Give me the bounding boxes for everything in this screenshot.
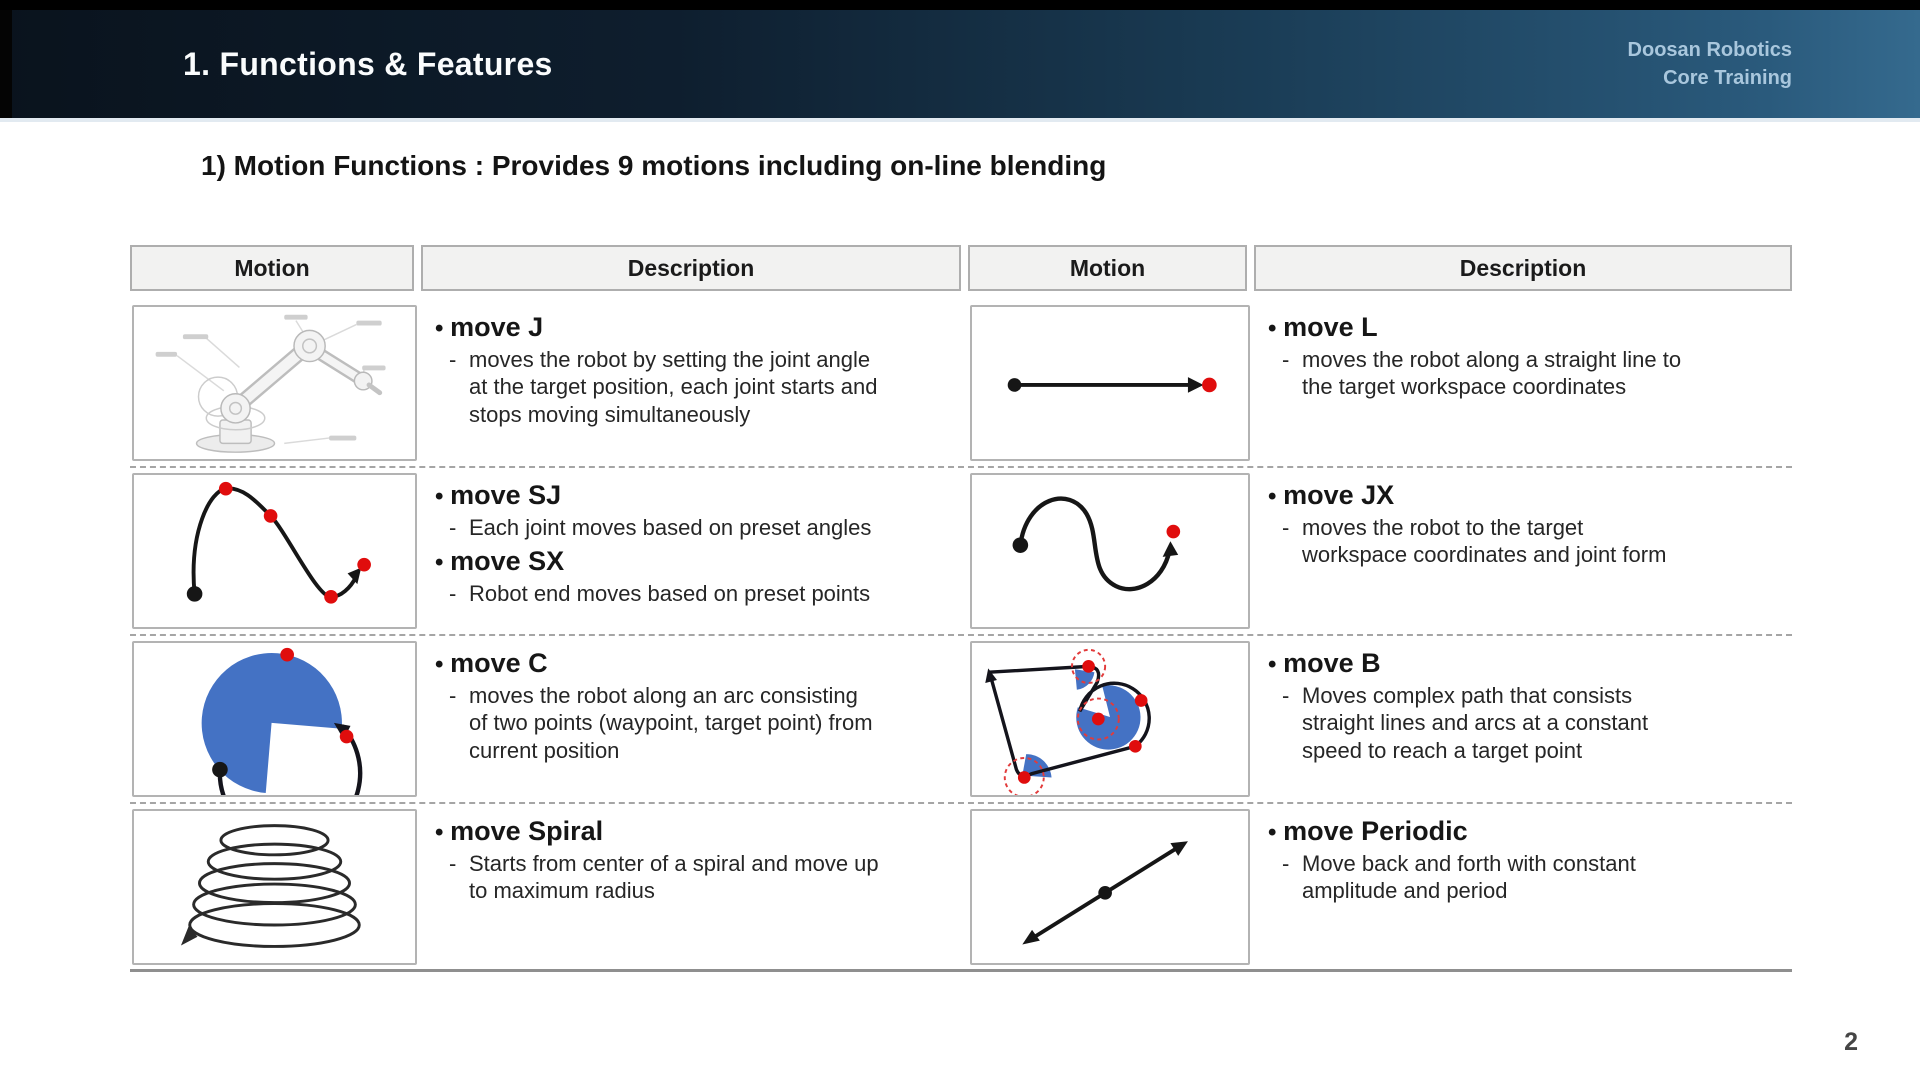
- target-point-dot: [340, 730, 354, 744]
- section-subtitle: 1) Motion Functions : Provides 9 motions including on-line blending: [201, 150, 1107, 181]
- move-detail: - Moves complex path that consists straight lines and arcs at a constant speed to reach a target point: [1268, 682, 1688, 764]
- straight-line-arrow-icon: [972, 307, 1248, 459]
- move-item: [435, 546, 968, 607]
- arrow-head: [1188, 377, 1204, 393]
- target-point-dot: [357, 558, 371, 572]
- slide-header: [0, 10, 1920, 122]
- motion-cell: [130, 305, 421, 461]
- move-item: [435, 312, 968, 428]
- motion-cell: [968, 473, 1254, 629]
- move-name: • move L: [1268, 312, 1792, 343]
- brand-text: [1628, 36, 1792, 92]
- column-header-description-2: Description: [1254, 245, 1792, 291]
- description-cell: [421, 473, 968, 629]
- move-name: • move SX: [435, 546, 968, 577]
- brand-line-1: Doosan Robotics: [1627, 39, 1792, 61]
- blended-path-icon: [972, 643, 1248, 795]
- table-row: [130, 636, 1792, 804]
- move-item: [1268, 312, 1792, 401]
- motion-cell: [130, 473, 421, 629]
- description-cell: [421, 809, 968, 965]
- arc-sector-icon: [134, 643, 415, 795]
- brand-line-2: Core Training: [1663, 67, 1792, 89]
- motion-cell: [968, 809, 1254, 965]
- waypoint-dot: [280, 648, 294, 662]
- arrow-head: [1163, 541, 1179, 557]
- start-point-dot: [1013, 537, 1029, 553]
- motion-table: [130, 245, 1792, 972]
- robot-arm-joint-diagram-icon: [134, 307, 415, 459]
- move-name: • move C: [435, 648, 968, 679]
- move-name: • move J: [435, 312, 968, 343]
- move-name: • move Spiral: [435, 816, 968, 847]
- motion-image-box: [132, 305, 417, 461]
- description-cell: [1254, 473, 1792, 629]
- waypoint-dot: [219, 482, 233, 496]
- motion-cell: [130, 641, 421, 797]
- move-detail: - moves the robot along a straight line to the target workspace coordinates: [1268, 346, 1688, 401]
- motion-cell: [968, 641, 1254, 797]
- waypoint-dot: [324, 590, 338, 604]
- description-cell: [421, 641, 968, 797]
- motion-image-box: [970, 641, 1250, 797]
- arrow-head: [1022, 930, 1040, 945]
- move-item: [435, 480, 968, 541]
- target-point-dot: [1202, 378, 1217, 393]
- arrow-head: [181, 926, 198, 945]
- column-header-description-1: Description: [421, 245, 961, 291]
- move-detail: - Starts from center of a spiral and move up to maximum radius: [435, 850, 879, 905]
- center-point-dot: [1098, 886, 1112, 900]
- column-header-motion-1: Motion: [130, 245, 414, 291]
- motion-image-box: [970, 305, 1250, 461]
- motion-image-box: [970, 809, 1250, 965]
- start-point-dot: [187, 586, 203, 602]
- move-item: [1268, 480, 1792, 569]
- move-item: [435, 648, 968, 764]
- move-detail: - Each joint moves based on preset angles: [435, 514, 879, 541]
- move-detail: - moves the robot by setting the joint angle at the target position, each joint starts and stops moving simultaneously: [435, 346, 879, 428]
- move-item: [1268, 816, 1792, 905]
- motion-image-box: [970, 473, 1250, 629]
- page-title: 1. Functions & Features: [183, 45, 553, 82]
- motion-image-box: [132, 473, 417, 629]
- table-row: [130, 468, 1792, 636]
- description-cell: [1254, 809, 1792, 965]
- table-row: [130, 804, 1792, 972]
- spiral-coil-icon: [134, 811, 415, 963]
- move-detail: - moves the robot to the target workspace coordinates and joint form: [1268, 514, 1688, 569]
- shoulder-joint: [221, 394, 250, 423]
- motion-cell: [130, 809, 421, 965]
- move-detail: - moves the robot along an arc consisting of two points (waypoint, target point) from current position: [435, 682, 879, 764]
- description-cell: [1254, 641, 1792, 797]
- page-number: 2: [1844, 1028, 1858, 1056]
- move-name: • move SJ: [435, 480, 968, 511]
- column-header-motion-2: Motion: [968, 245, 1247, 291]
- elbow-joint: [294, 330, 325, 361]
- target-point-dot: [1167, 525, 1181, 539]
- spline-waypoint-curve-icon: [134, 475, 415, 627]
- top-edge-strip: [0, 0, 1920, 10]
- move-name: • move B: [1268, 648, 1792, 679]
- s-curve-arrow-icon: [972, 475, 1248, 627]
- move-name: • move Periodic: [1268, 816, 1792, 847]
- start-point-dot: [212, 762, 228, 778]
- waypoint-dot: [264, 509, 278, 523]
- start-point-dot: [1008, 378, 1022, 392]
- move-detail: - Move back and forth with constant amplitude and period: [1268, 850, 1688, 905]
- double-headed-diagonal-arrow-icon: [972, 811, 1248, 963]
- move-name: • move JX: [1268, 480, 1792, 511]
- table-row: [130, 300, 1792, 468]
- description-cell: [421, 305, 968, 461]
- table-header-row: [130, 245, 1792, 291]
- motion-image-box: [132, 809, 417, 965]
- description-cell: [1254, 305, 1792, 461]
- move-detail: - Robot end moves based on preset points: [435, 580, 879, 607]
- move-item: [435, 816, 968, 905]
- motion-cell: [968, 305, 1254, 461]
- move-item: [1268, 648, 1792, 764]
- motion-image-box: [132, 641, 417, 797]
